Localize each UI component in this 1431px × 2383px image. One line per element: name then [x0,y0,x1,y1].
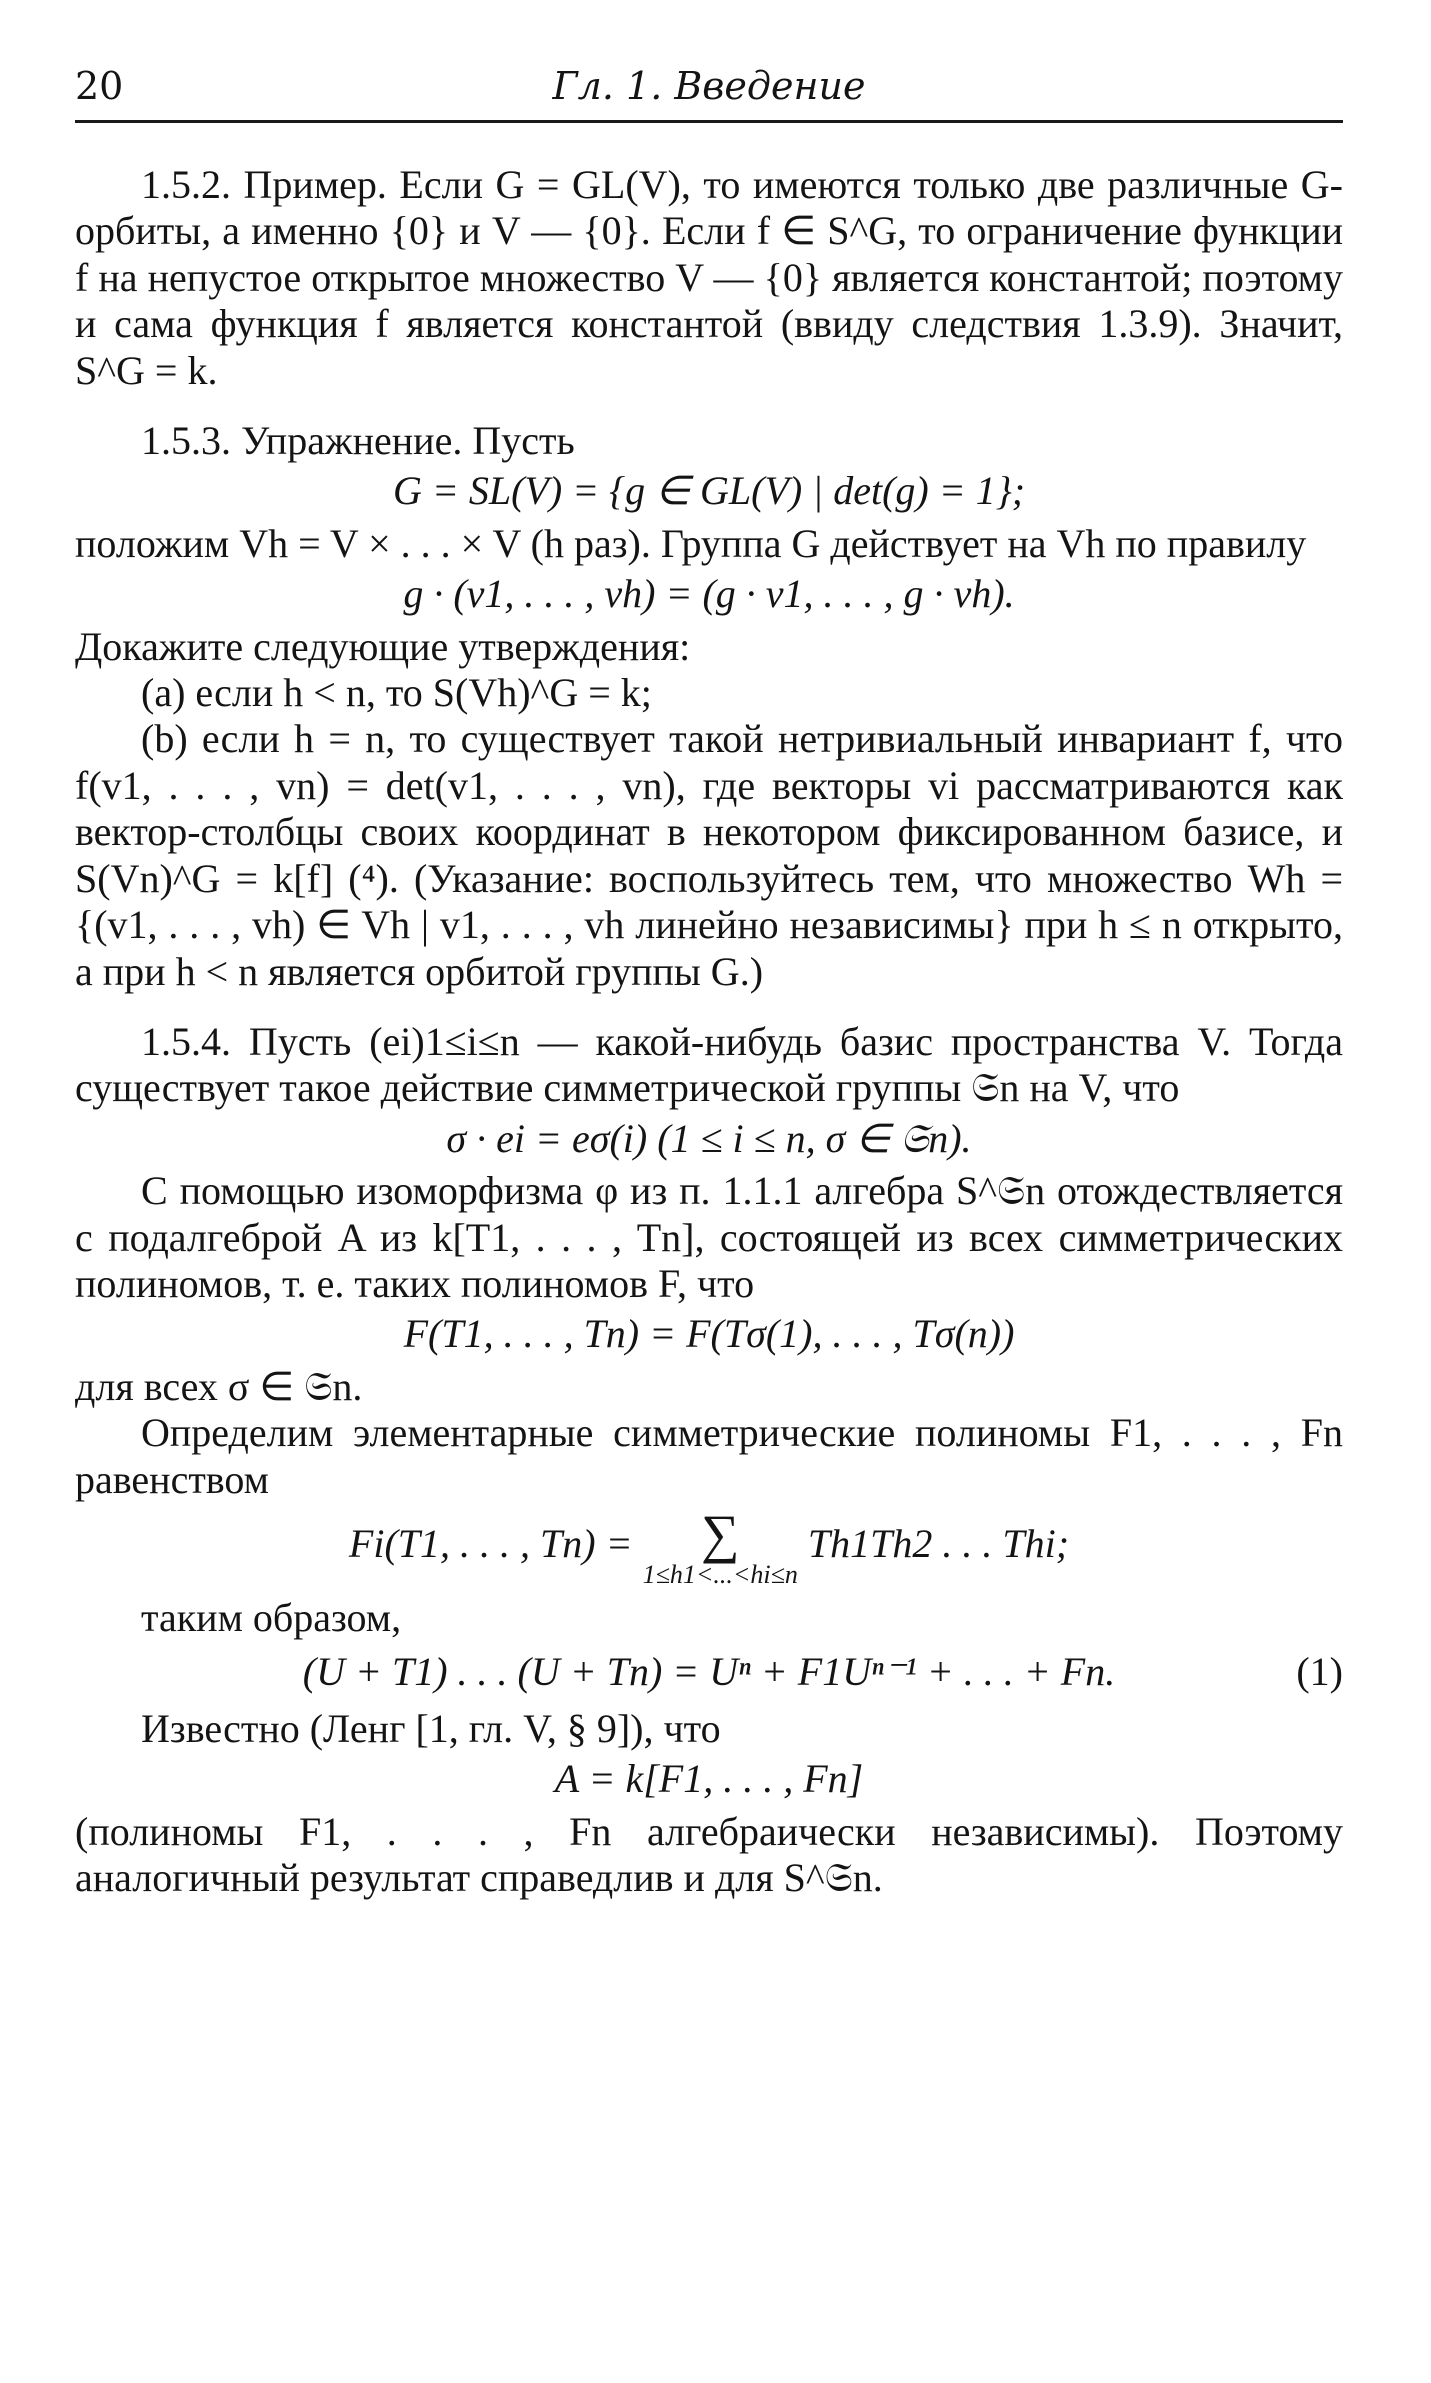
equation-1-product [75,1649,1343,1695]
paragraph-for-all-sigma: для всех σ ∈ 𝔖n. [75,1363,363,1409]
page-header [75,62,1343,123]
paragraph-item-a: (a) если h < n, то S(Vh)^G = k; [141,670,652,716]
paragraph-elementary-polynomials: Определим элементарные симметрические полиномы F1, . . . , Fn равенством [75,1410,1343,1502]
paragraph-prove-statements: Докажите следующие утверждения: [75,623,691,669]
paragraph-item-b: (b) если h = n, то существует такой нетривиальный инвариант f, что f(v1, . . . , vn) = det(v1, . . . , vn), где векторы vi рассматриваются как вектор-столбцы своих координат в некотором фиксированном базисе, и S(Vn)^G = k[f] (⁴). (Указание: воспользуйтесь тем, что множество Wh = {(v1, . . . , vh) ∈ Vh | v1, . . . , vh линейно независимы} при h ≤ n открыто, а при h < n является орбитой группы G.) [75,716,1344,994]
equation-sl-definition: G = SL(V) = {g ∈ GL(V) | det(g) = 1}; [392,468,1026,514]
paragraph-section-1-5-4: 1.5.4. Пусть (ei)1≤i≤n — какой-нибудь базис пространства V. Тогда существует такое действие симметрической группы 𝔖n на V, что [75,1018,1343,1111]
equation-sum-lhs: Fi(T1, . . . , Tn) = [348,1521,633,1567]
page-number: 20 [75,64,124,108]
equation-symmetric-action: σ · ei = eσ(i) (1 ≤ i ≤ n, σ ∈ 𝔖n). [446,1115,972,1161]
paragraph-thus: таким образом, [141,1594,402,1640]
equation-sum-rhs: Th1Th2 . . . Thi; [807,1521,1070,1567]
equation-elementary-sum [75,1503,1343,1589]
paragraph-example-1-5-2: 1.5.2. Пример. Если G = GL(V), то имеются только две различные G-орбиты, а именно {0} и V — {0}. Если f ∈ S^G, то ограничение функции f на непустое открытое множество V — {0} является константой; поэтому и сама функция f является константой (ввиду следствия 1.3.9). Значит, S^G = k. [75,162,1343,393]
paragraph-isomorphism: С помощью изоморфизма φ из п. 1.1.1 алгебра S^𝔖n отождествляется с подалгеброй A из k[T1, . . . , Tn], состоящей из всех симметрических полиномов, т. е. таких полиномов F, что [75,1168,1343,1306]
equation-number: (1) [1296,1649,1343,1695]
paragraph-exercise-1-5-3: 1.5.3. Упражнение. Пусть [141,418,575,464]
sigma-symbol: ∑ [700,1503,740,1564]
equation-group-action: g · (v1, . . . , vh) = (g · v1, . . . , g · vh). [403,571,1015,617]
page-body [75,162,1343,1901]
equation-1-body: (U + T1) . . . (U + Tn) = Uⁿ + F1Uⁿ⁻¹ + . . . + Fn. [302,1649,1116,1695]
equation-symmetric-polynomial: F(T1, . . . , Tn) = F(Tσ(1), . . . , Tσ(n)) [403,1311,1015,1357]
paragraph-lang-reference: Известно (Ленг [1, гл. V, § 9]), что [141,1705,721,1751]
equation-algebra-generators: A = k[F1, . . . , Fn] [554,1756,864,1802]
running-title: Гл. 1. Введение [552,64,866,108]
summation-limits: 1≤h1<...<hi≤n [642,1559,798,1589]
paragraph-vh-definition: положим Vh = V × . . . × V (h раз). Группа G действует на Vh по правилу [75,520,1307,566]
summation-symbol-group [642,1503,798,1589]
paragraph-conclusion: (полиномы F1, . . . , Fn алгебраически независимы). Поэтому аналогичный результат справедлив и для S^𝔖n. [75,1808,1343,1900]
